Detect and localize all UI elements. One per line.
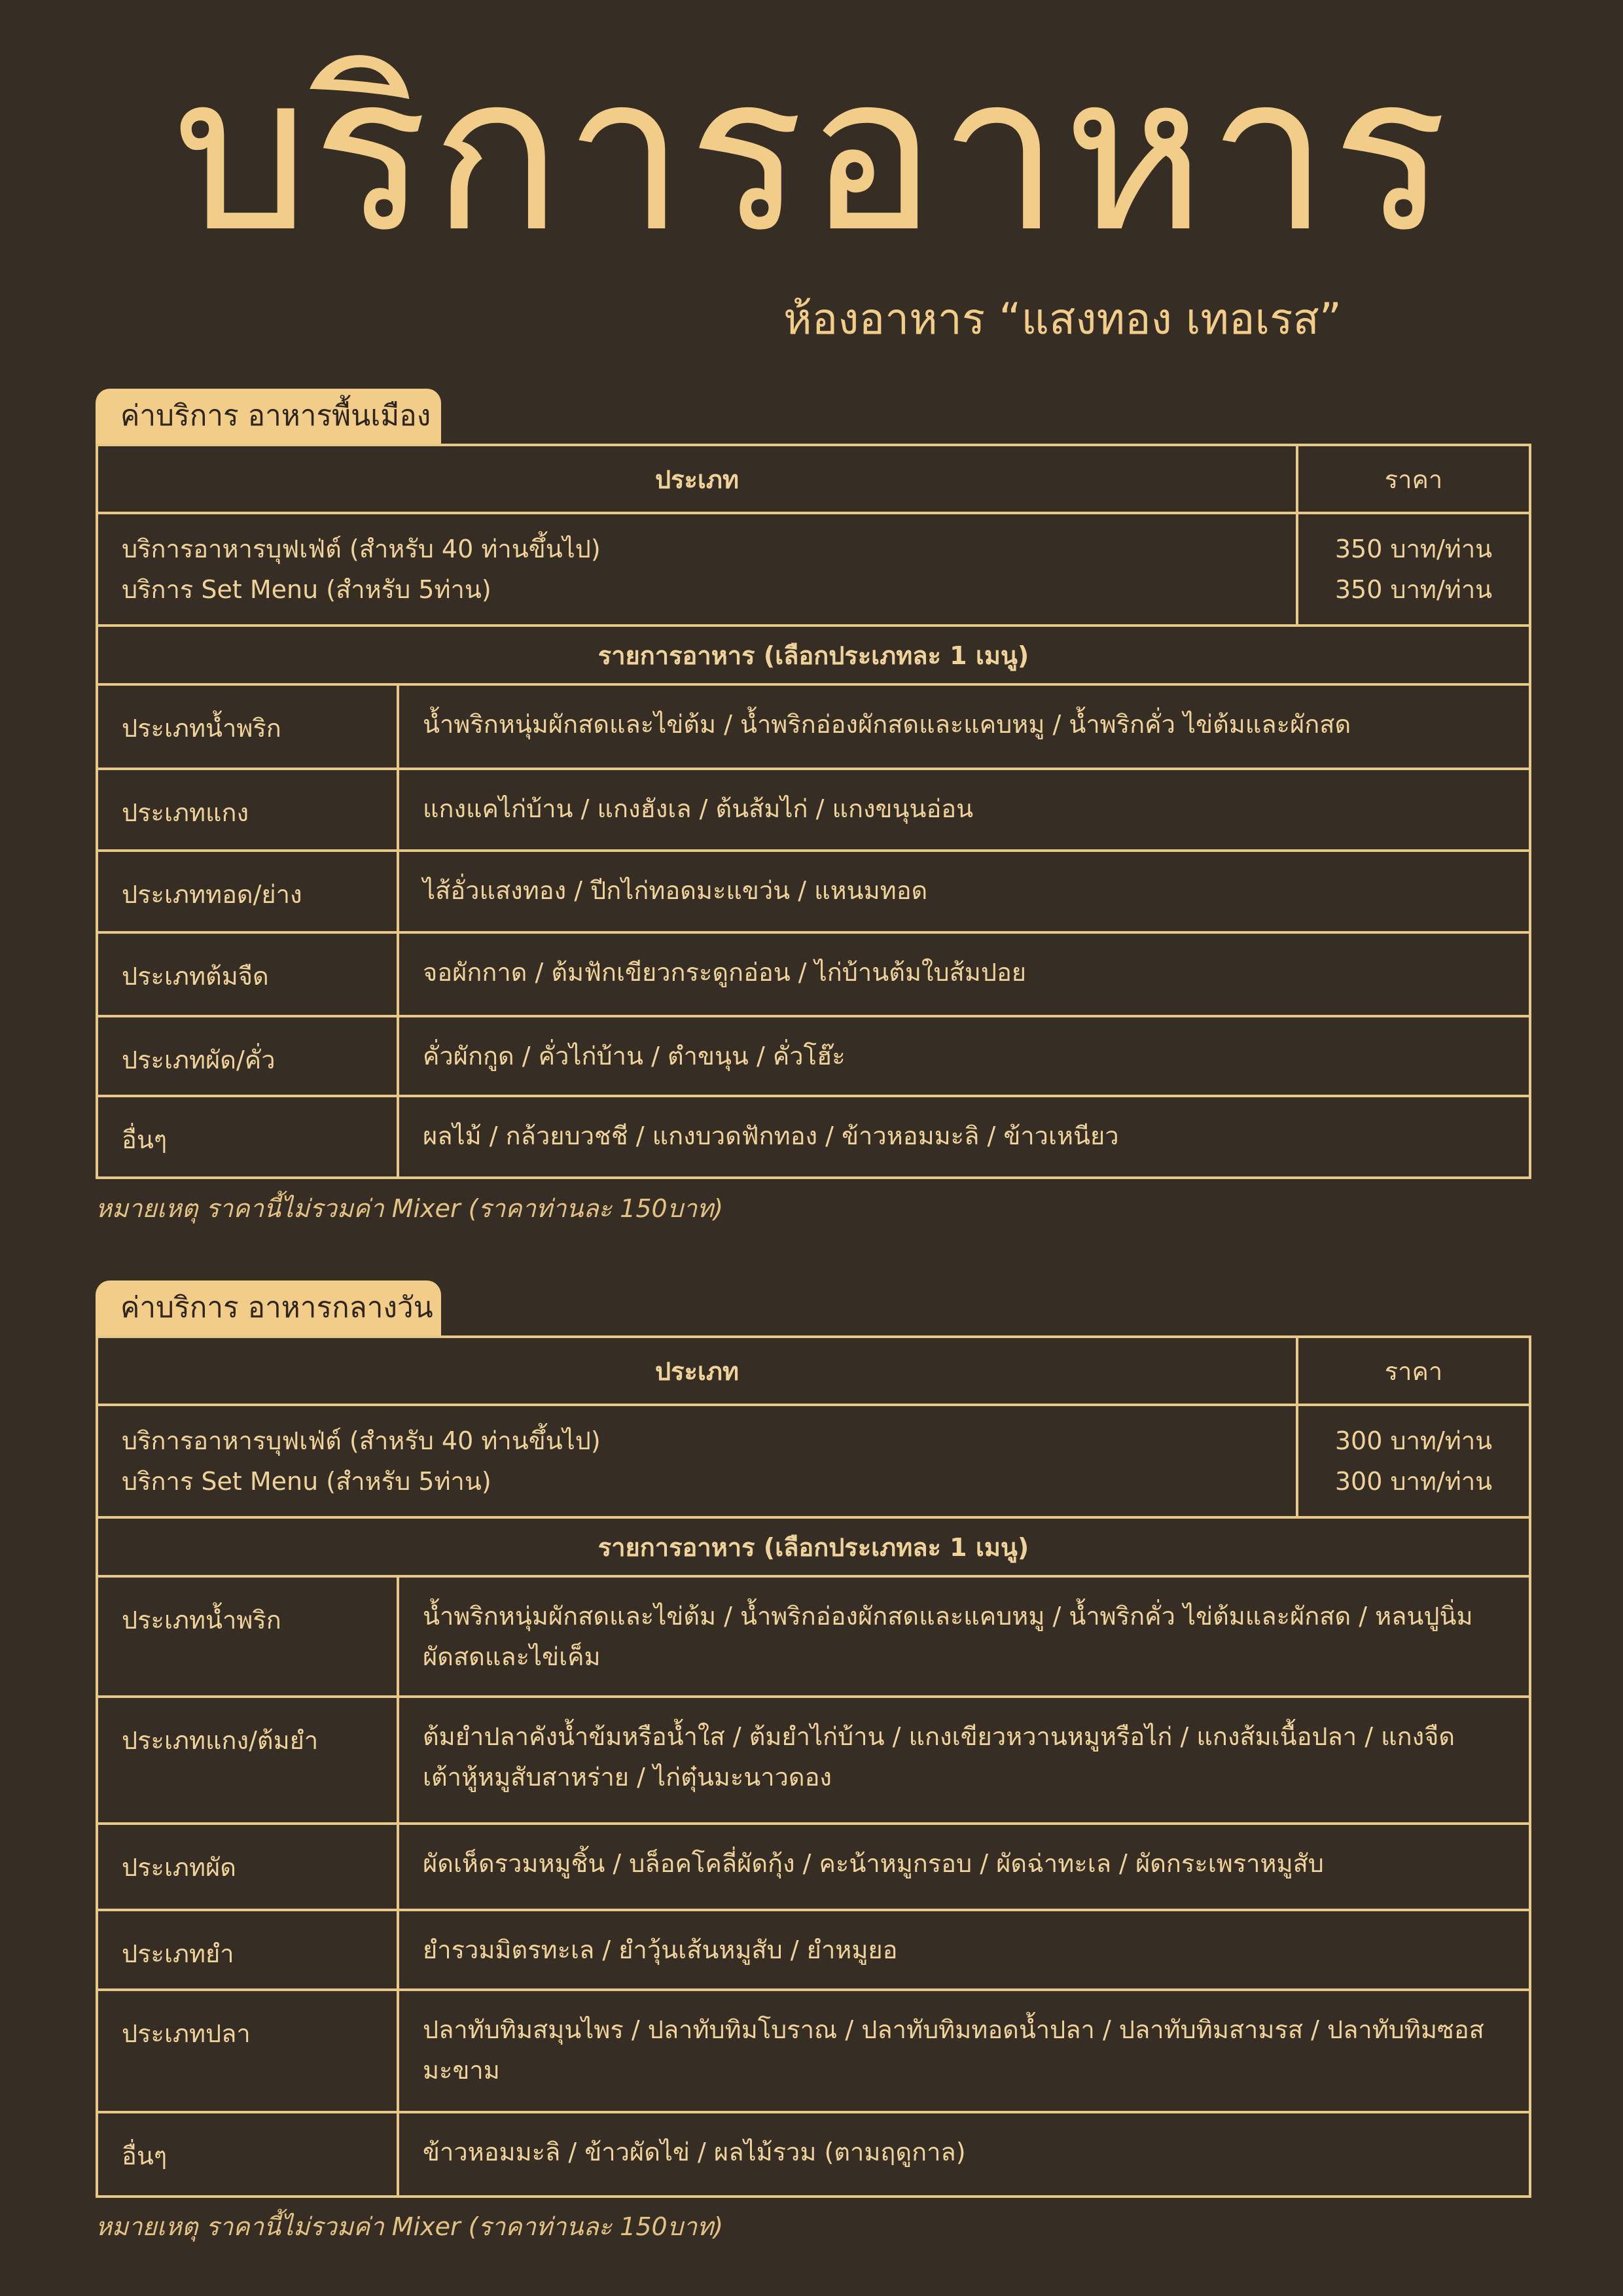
category-label: ประเภทน้ำพริก [97, 1576, 398, 1697]
table-row [97, 1910, 1530, 1990]
menu-subheader-row [97, 1517, 1530, 1576]
category-label: ประเภทต้มจืด [97, 932, 398, 1016]
service-prices [1297, 513, 1530, 626]
page-title: บริการอาหาร [172, 28, 1451, 279]
category-items: จอผักกาด / ต้มฟักเขียวกระดูกอ่อน / ไก่บ้านต้มใบส้มปอย [398, 932, 1530, 1016]
category-label: ประเภทน้ำพริก [97, 684, 398, 769]
category-items: น้ำพริกหนุ่มผักสดและไข่ต้ม / น้ำพริกอ่องผักสดและแคบหมู / น้ำพริกคั่ว ไข่ต้มและผักสด / หลนปูนิ่ม ผัดสดและไข่เค็ม [398, 1576, 1530, 1697]
service-labels [97, 513, 1297, 626]
service-row [97, 1405, 1530, 1517]
table-row [97, 851, 1530, 932]
menu-subheader: รายการอาหาร (เลือกประเภทละ 1 เมนู) [97, 626, 1530, 684]
price-note: หมายเหตุ ราคานี้ไม่รวมค่า Mixer (ราคาท่านละ 150บาท) [96, 1194, 724, 1223]
column-header-price: ราคา [1297, 1337, 1530, 1405]
table-row [97, 1824, 1530, 1910]
category-label: ประเภทปลา [97, 1990, 398, 2112]
table-row [97, 1096, 1530, 1178]
menu-subheader: รายการอาหาร (เลือกประเภทละ 1 เมนู) [97, 1517, 1530, 1576]
table-header-row [97, 1337, 1530, 1405]
category-items: ยำรวมมิตรทะเล / ยำวุ้นเส้นหมูสับ / ยำหมูยอ [398, 1910, 1530, 1990]
price-note: หมายเหตุ ราคานี้ไม่รวมค่า Mixer (ราคาท่านละ 150บาท) [96, 2212, 724, 2241]
service-prices [1297, 1405, 1530, 1517]
menu-table [96, 444, 1531, 1179]
menu-table [96, 1335, 1531, 2198]
category-label: ประเภทผัด [97, 1824, 398, 1910]
service-buffet-price: 300 บาท/ท่าน [1334, 1426, 1493, 1455]
table-row [97, 1016, 1530, 1096]
category-items: ต้มยำปลาคังน้ำข้มหรือน้ำใส / ต้มยำไก่บ้าน / แกงเขียวหวานหมูหรือไก่ / แกงส้มเนื้อปลา / แกงจืดเต้าหู้หมูสับสาหร่าย / ไก่ตุ๋นมะนาวดอง [398, 1697, 1530, 1824]
service-setmenu-label: บริการ Set Menu (สำหรับ 5ท่าน) [122, 1467, 491, 1496]
table-row [97, 932, 1530, 1016]
restaurant-name: ห้องอาหาร “แสงทอง เทอเรส” [783, 294, 1342, 344]
section-tab: ค่าบริการ อาหารพื้นเมือง [96, 389, 441, 444]
category-label: ประเภททอด/ย่าง [97, 851, 398, 932]
category-items: ผลไม้ / กล้วยบวชชี / แกงบวดฟักทอง / ข้าวหอมมะลิ / ข้าวเหนียว [398, 1096, 1530, 1178]
category-label: อื่นๆ [97, 1096, 398, 1178]
table-row [97, 1576, 1530, 1697]
column-header-type: ประเภท [97, 1337, 1297, 1405]
table-row [97, 2112, 1530, 2197]
service-setmenu-price: 300 บาท/ท่าน [1334, 1467, 1493, 1496]
category-items: ปลาทับทิมสมุนไพร / ปลาทับทิมโบราณ / ปลาทับทิมทอดน้ำปลา / ปลาทับทิมสามรส / ปลาทับทิมซอสมะขาม [398, 1990, 1530, 2112]
service-buffet-price: 350 บาท/ท่าน [1334, 535, 1493, 563]
category-items: ข้าวหอมมะลิ / ข้าวผัดไข่ / ผลไม้รวม (ตามฤดูกาล) [398, 2112, 1530, 2197]
category-items: ไส้อั่วแสงทอง / ปีกไก่ทอดมะแขว่น / แหนมทอด [398, 851, 1530, 932]
table-header-row [97, 445, 1530, 513]
category-items: น้ำพริกหนุ่มผักสดและไข่ต้ม / น้ำพริกอ่องผักสดและแคบหมู / น้ำพริกคั่ว ไข่ต้มและผักสด [398, 684, 1530, 769]
service-row [97, 513, 1530, 626]
category-label: ประเภทยำ [97, 1910, 398, 1990]
menu-subheader-row [97, 626, 1530, 684]
category-items: คั่วผักกูด / คั่วไก่บ้าน / ตำขนุน / คั่วโฮ๊ะ [398, 1016, 1530, 1096]
column-header-type: ประเภท [97, 445, 1297, 513]
category-label: ประเภทผัด/คั่ว [97, 1016, 398, 1096]
table-row [97, 1697, 1530, 1824]
category-label: ประเภทแกง [97, 769, 398, 851]
service-setmenu-price: 350 บาท/ท่าน [1334, 575, 1493, 604]
column-header-price: ราคา [1297, 445, 1530, 513]
service-buffet-label: บริการอาหารบุฟเฟ่ต์ (สำหรับ 40 ท่านขึ้นไป) [122, 535, 601, 563]
table-row [97, 1990, 1530, 2112]
category-items: ผัดเห็ดรวมหมูชิ้น / บล็อคโคลี่ผัดกุ้ง / คะน้าหมูกรอบ / ผัดฉ่าทะเล / ผัดกระเพราหมูสับ [398, 1824, 1530, 1910]
category-label: ประเภทแกง/ต้มยำ [97, 1697, 398, 1824]
category-label: อื่นๆ [97, 2112, 398, 2197]
service-setmenu-label: บริการ Set Menu (สำหรับ 5ท่าน) [122, 575, 491, 604]
table-row [97, 684, 1530, 769]
category-items: แกงแคไก่บ้าน / แกงฮังเล / ต้นส้มไก่ / แกงขนุนอ่อน [398, 769, 1530, 851]
table-row [97, 769, 1530, 851]
service-labels [97, 1405, 1297, 1517]
section-tab: ค่าบริการ อาหารกลางวัน [96, 1280, 441, 1335]
service-buffet-label: บริการอาหารบุฟเฟ่ต์ (สำหรับ 40 ท่านขึ้นไป) [122, 1426, 601, 1455]
